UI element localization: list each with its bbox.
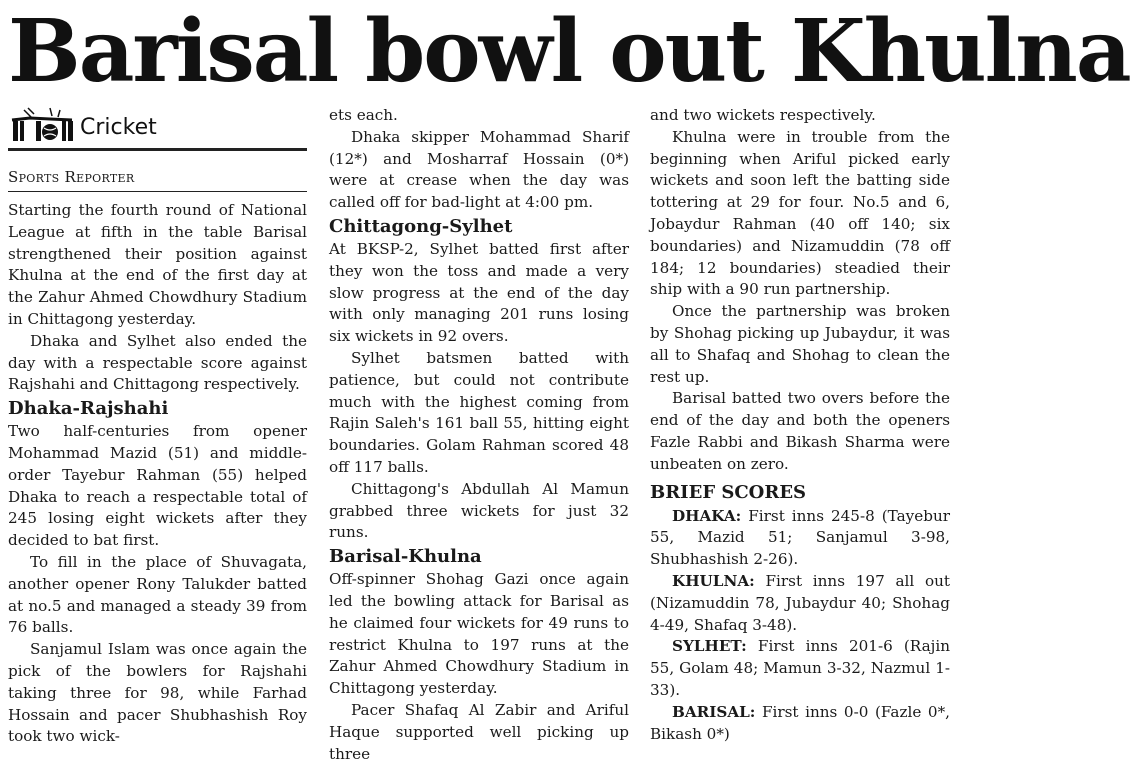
score-text: First inns 201-6 (Rajin 55, Golam 48; Mamun 3-32, Nazmul 1-33).: [650, 637, 950, 699]
cricket-stumps-icon: [10, 108, 74, 142]
score-text: First inns 0-0 (Fazle 0*, Bikash 0*): [650, 702, 950, 743]
section-label: Cricket: [80, 115, 157, 140]
score-team: KHULNA:: [672, 571, 755, 590]
headline: Barisal bowl out Khulna: [8, 1, 1130, 102]
body-paragraph: At BKSP-2, Sylhet batted first after they won the toss and made a very slow progress at the end of the day with only managing 201 runs losing six wickets in 92 overs.: [329, 239, 629, 346]
score-team: BARISAL:: [672, 702, 756, 721]
column-1: [8, 100, 307, 748]
column-2: [329, 105, 629, 765]
body-paragraph: To fill in the place of Shuvagata, another opener Rony Talukder batted at no.5 and managed a steady 39 from 76 balls.: [8, 552, 307, 637]
score-text: First inns 245-8 (Tayebur 55, Mazid 51; Sanjamul 3-98, Shubhashish 2-26).: [650, 506, 951, 569]
body-paragraph: and two wickets respectively.: [650, 106, 876, 124]
score-team: DHAKA:: [672, 506, 742, 525]
body-paragraph: Chittagong's Abdullah Al Mamun grabbed three wickets for just 32 runs.: [329, 479, 629, 542]
body-paragraph: ets each.: [329, 106, 398, 124]
body-paragraph: Off-spinner Shohag Gazi once again led the bowling attack for Barisal as he claimed four wickets for 49 runs to restrict Khulna to 197 runs at the Zahur Ahmed Chowdhury Stadium in Chittagong yesterday.: [329, 570, 629, 698]
intro-paragraph: Dhaka and Sylhet also ended the day with a respectable score against Rajshahi and Chittagong respectively.: [8, 331, 307, 394]
body-paragraph: Sanjamul Islam was once again the pick of the bowlers for Rajshahi taking three for 98, while Farhad Hossain and pacer Shubhashish Roy took two wick-: [8, 640, 307, 746]
column-3: [650, 105, 950, 745]
body-paragraph: Once the partnership was broken by Shohag picking up Jubaydur, it was all to Shafaq and Shohag to clean the rest up.: [650, 302, 950, 386]
brief-scores-title: BRIEF SCORES: [650, 481, 807, 503]
score-text: First inns 197 all out (Nizamuddin 78, Jubaydur 40; Shohag 4-49, Shafaq 3-48).: [650, 571, 951, 634]
body-paragraph: Barisal batted two overs before the end of the day and both the openers Fazle Rabbi and Bikash Sharma were unbeaten on zero.: [650, 389, 950, 473]
subhead-chittagong-sylhet: Chittagong-Sylhet: [329, 215, 513, 237]
subhead-barisal-khulna: Barisal-Khulna: [329, 546, 482, 568]
intro-paragraph: Starting the fourth round of National League at fifth in the table Barisal strengthened their position against Khulna at the end of the first day at the Zahur Ahmed Chowdhury Stadium in Chittagong yesterday.: [8, 201, 307, 328]
body-paragraph: Two half-centuries from opener Mohammad Mazid (51) and middle-order Tayebur Rahman (55) helped Dhaka to reach a respectable total of 245 losing eight wickets after they decided to bat first.: [8, 422, 307, 550]
score-entry: [650, 702, 950, 746]
score-entry: [650, 571, 950, 636]
body-paragraph: Dhaka skipper Mohammad Sharif (12*) and Mosharraf Hossain (0*) were at crease when the day was called off for bad-light at 4:00 pm.: [329, 127, 629, 212]
body-paragraph: Khulna were in trouble from the beginning when Ariful picked early wickets and soon left the batting side tottering at 29 for four. No.5 and 6, Jobaydur Rahman (40 off 140; six boundaries) and Nizamuddin (78 off 184; 12 boundaries) steadied their ship with a 90 run partnership.: [650, 127, 950, 299]
score-team: SYLHET:: [672, 637, 747, 656]
body-paragraph: Pacer Shafaq Al Zabir and Ariful Haque supported well picking up three: [329, 700, 629, 763]
body-paragraph: Sylhet batsmen batted with patience, but could not contribute much with the highest coming from Rajin Saleh's 161 ball 55, hitting eight boundaries. Golam Rahman scored 48 off 117 balls.: [329, 348, 629, 476]
section-kicker: [8, 104, 307, 151]
subhead-dhaka-rajshahi: Dhaka-Rajshahi: [8, 398, 169, 420]
score-entry: [650, 506, 950, 571]
score-entry: [650, 636, 950, 701]
byline: Sports Reporter: [8, 151, 307, 192]
